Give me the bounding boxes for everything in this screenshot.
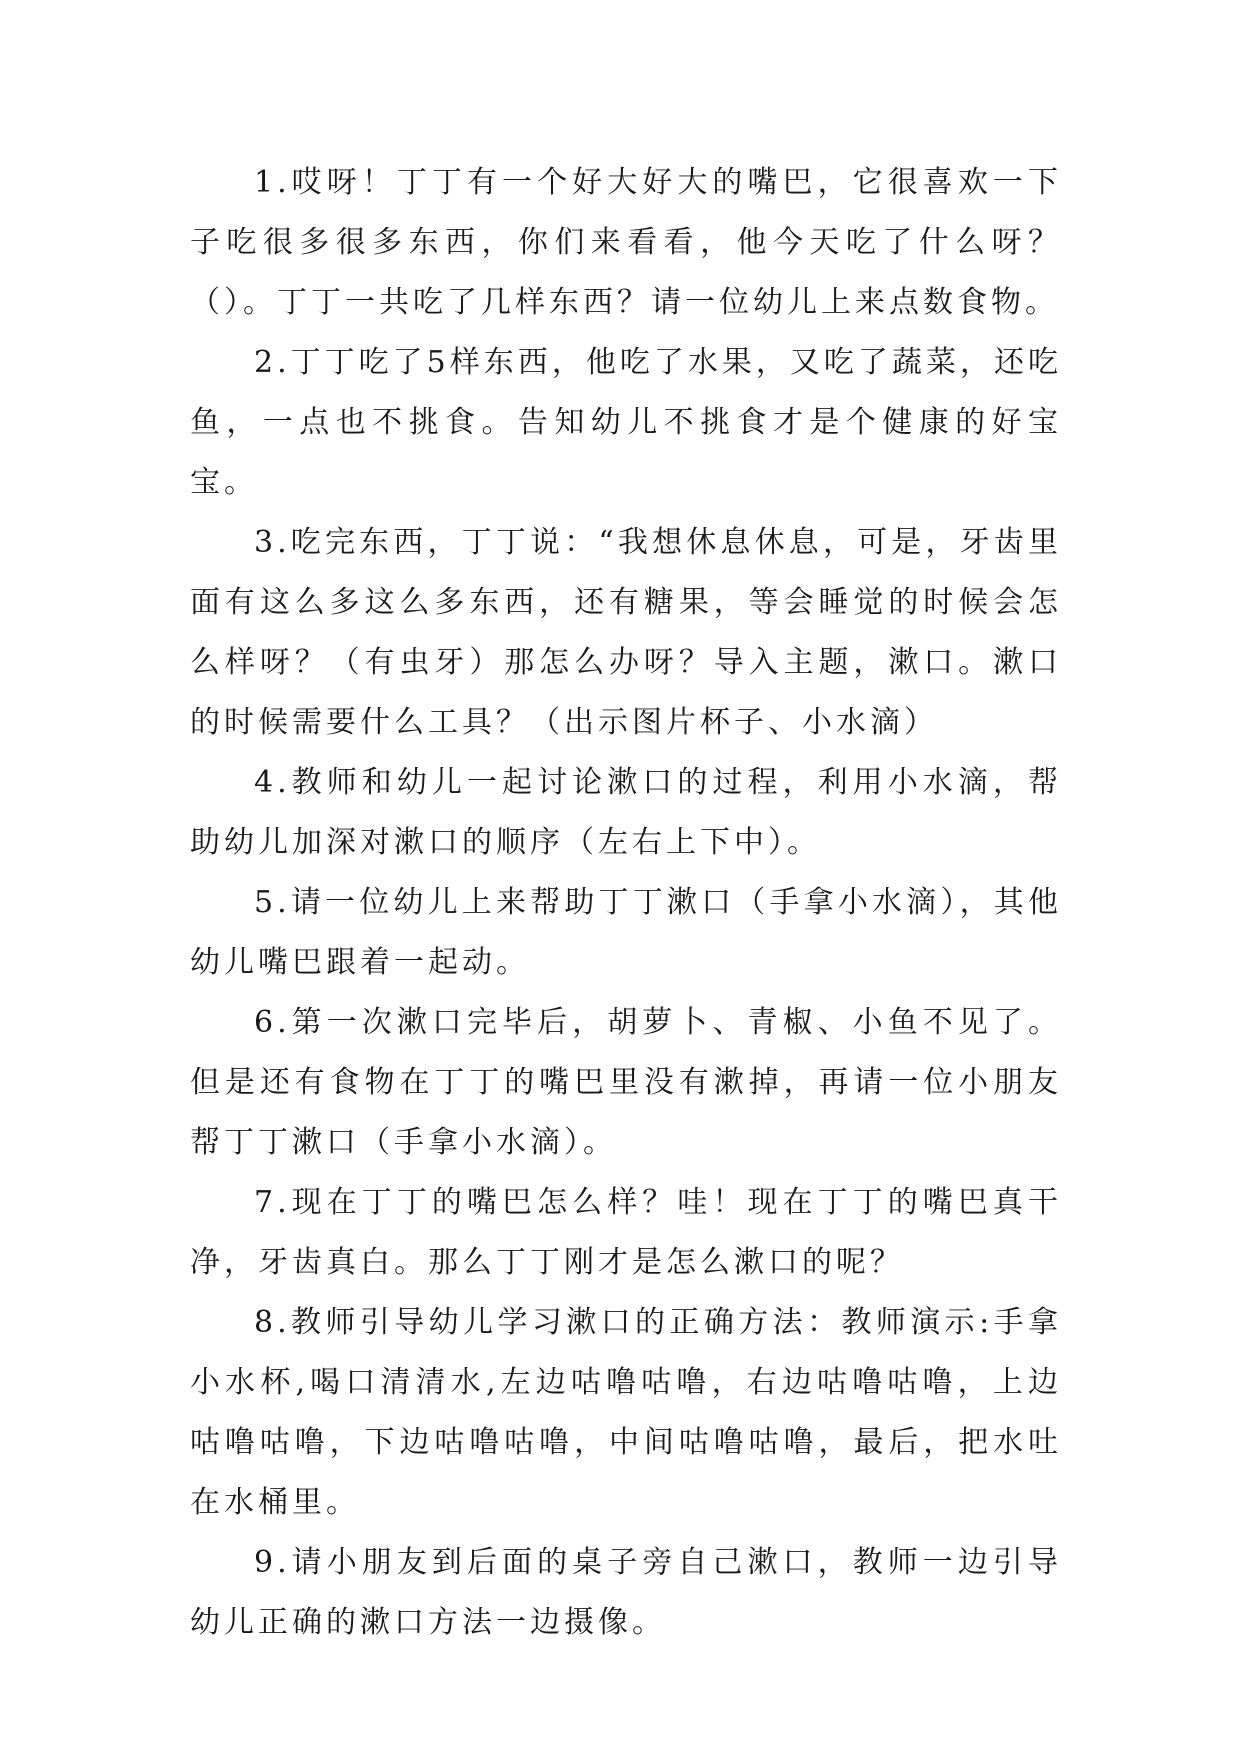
paragraph-5: 5.请一位幼儿上来帮助丁丁漱口（手拿小水滴），其他幼儿嘴巴跟着一起动。	[190, 885, 1062, 980]
document-body	[190, 153, 1062, 1653]
paragraph-6: 6.第一次漱口完毕后，胡萝卜、青椒、小鱼不见了。但是还有食物在丁丁的嘴巴里没有漱掉，再请一位小朋友帮丁丁漱口（手拿小水滴）。	[190, 1005, 1062, 1160]
paragraph-2: 2.丁丁吃了5样东西，他吃了水果，又吃了蔬菜，还吃鱼，一点也不挑食。告知幼儿不挑食才是个健康的好宝宝。	[190, 345, 1062, 500]
paragraph-7: 7.现在丁丁的嘴巴怎么样？哇！现在丁丁的嘴巴真干净，牙齿真白。那么丁丁刚才是怎么漱口的呢？	[190, 1185, 1062, 1280]
paragraph-1: 1.哎呀！丁丁有一个好大好大的嘴巴，它很喜欢一下子吃很多很多东西，你们来看看，他今天吃了什么呀？（）。丁丁一共吃了几样东西？请一位幼儿上来点数食物。	[190, 165, 1062, 320]
paragraph-3: 3.吃完东西，丁丁说：“我想休息休息，可是，牙齿里面有这么多这么多东西，还有糖果，等会睡觉的时候会怎么样呀？（有虫牙）那怎么办呀？导入主题，漱口。漱口的时候需要什么工具？（出示图片杯子、小水滴）	[190, 525, 1062, 740]
paragraph-8: 8.教师引导幼儿学习漱口的正确方法：教师演示:手拿小水杯,喝口清清水,左边咕噜咕噜，右边咕噜咕噜，上边咕噜咕噜，下边咕噜咕噜，中间咕噜咕噜，最后，把水吐在水桶里。	[190, 1305, 1062, 1520]
paragraph-9: 9.请小朋友到后面的桌子旁自己漱口，教师一边引导幼儿正确的漱口方法一边摄像。	[190, 1545, 1062, 1640]
paragraph-4: 4.教师和幼儿一起讨论漱口的过程，利用小水滴，帮助幼儿加深对漱口的顺序（左右上下中）。	[190, 765, 1062, 860]
